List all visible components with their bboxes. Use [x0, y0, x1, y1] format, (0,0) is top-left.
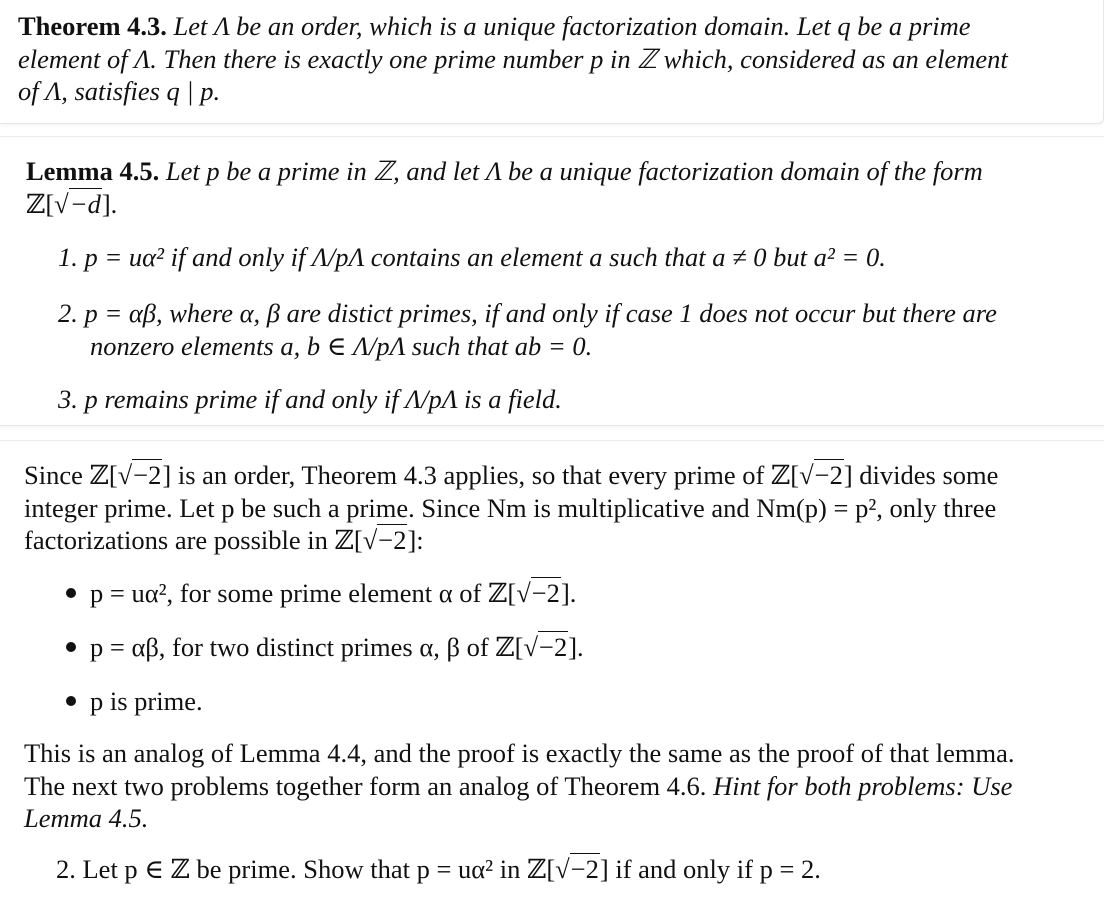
bullet-item-2: p = αβ, for two distinct primes α, β of ℤ[√−2].	[90, 632, 584, 662]
paragraph-analog	[24, 737, 1100, 835]
lemma-item-text: p = αβ, where α, β are distict primes, if and only if case 1 does not occur but there are	[84, 298, 997, 328]
bullet-dot	[66, 588, 76, 598]
radicand: −d	[69, 188, 101, 219]
lemma-item-1	[58, 241, 1098, 274]
intro-line-1: Since ℤ[√−2] is an order, Theorem 4.3 applies, so that every prime of ℤ[√−2] divides some	[24, 460, 999, 490]
lemma-item-number: 2.	[58, 298, 78, 328]
intro-line-3: factorizations are possible in ℤ[√−2]:	[24, 525, 424, 555]
lemma-item-text: p remains prime if and only if Λ/pΛ is a field.	[84, 384, 562, 414]
problem-item-2	[56, 853, 1096, 886]
analog-line-2: The next two problems together form an analog of Theorem 4.6. Hint for both problems: Use	[24, 770, 1013, 801]
lemma-statement	[26, 155, 1096, 220]
theorem-card	[0, 0, 1104, 124]
paragraph-intro	[24, 459, 1100, 557]
problem-number: 2.	[56, 854, 76, 884]
lemma-item-number: 1.	[58, 242, 78, 272]
bullet-item-1: p = uα², for some prime element α of ℤ[√−2].	[90, 578, 577, 608]
lemma-line-1: Let p be a prime in ℤ, and let Λ be a unique factorization domain of the form	[165, 156, 983, 186]
lemma-item-text: p = uα² if and only if Λ/pΛ contains an element a such that a ≠ 0 but a² = 0.	[84, 242, 886, 272]
lemma-item-text-continued: nonzero elements a, b ∈ Λ/pΛ such that ab = 0.	[90, 330, 593, 361]
lemma-item-3	[58, 383, 1098, 416]
intro-line-2: integer prime. Let p be such a prime. Since Nm is multiplicative and Nm(p) = p², only three	[24, 492, 997, 523]
lemma-item-2	[58, 297, 1098, 362]
theorem-line-3: of Λ, satisfies q | p.	[18, 76, 221, 106]
bullet-item-3: p is prime.	[90, 686, 203, 716]
theorem-label: Theorem 4.3.	[18, 11, 167, 41]
lemma-line-2: ℤ[√−d].	[26, 188, 118, 219]
theorem-statement	[18, 10, 1098, 108]
analog-line-1: This is an analog of Lemma 4.4, and the proof is exactly the same as the proof of that lemma.	[24, 738, 1015, 768]
body-card	[0, 440, 1104, 898]
problem-text: Let p ∈ ℤ be prime. Show that p = uα² in ℤ[√−2] if and only if p = 2.	[82, 854, 821, 884]
lemma-label: Lemma 4.5.	[26, 156, 160, 186]
hint-text: Hint for both problems: Use	[713, 770, 1013, 801]
bullet-dot	[66, 642, 76, 652]
lemma-card	[0, 136, 1104, 426]
lemma-item-number: 3.	[58, 384, 78, 414]
bullet-dot	[66, 696, 76, 706]
theorem-line-1: Let Λ be an order, which is a unique factorization domain. Let q be a prime	[173, 11, 971, 41]
analog-line-3: Lemma 4.5.	[24, 803, 149, 833]
theorem-line-2: element of Λ. Then there is exactly one prime number p in ℤ which, considered as an element	[18, 43, 1008, 74]
